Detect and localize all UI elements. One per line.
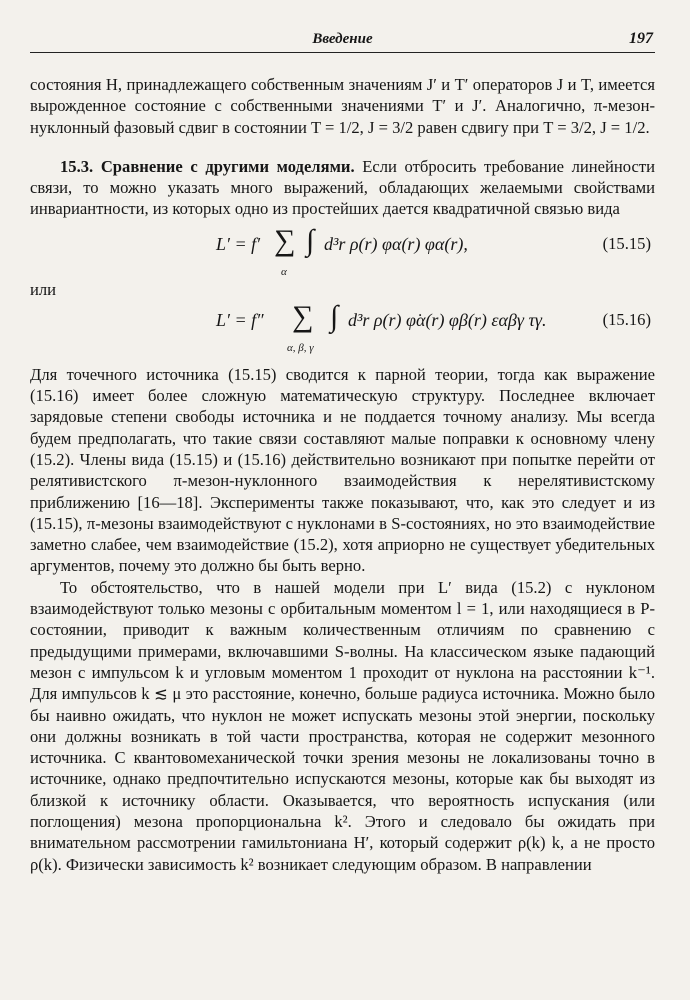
eq2-lhs: L′ = f″ — [216, 309, 264, 330]
intro-paragraph: состояния H, принадлежащего собственным значениям J′ и T′ операторов J и T, имеется вырожденное состояние с собственными значениями T′ и J′. Аналогично, π-мезон-нуклонный фазовый сдвиг в состоянии T = 1/2, J = 3/2 равен сдвигу при T = 3/2, J = 1/2. — [30, 75, 655, 137]
eq1-sum-index: α — [281, 265, 287, 278]
equation-15-15 — [30, 220, 655, 288]
integral-symbol: ∫ — [330, 299, 339, 333]
integral-symbol: ∫ — [306, 223, 315, 257]
header-rule — [30, 52, 655, 53]
eq1-number: (15.15) — [602, 233, 651, 253]
sum-symbol: ∑ — [292, 299, 314, 333]
eq1-body: d³r ρ(r) φα(r) φα(r), — [324, 233, 468, 254]
eq2-sum-index: α, β, γ — [287, 341, 314, 354]
section-heading: 15.3. Сравнение с другими моделями. — [60, 156, 355, 176]
page-number: 197 — [629, 30, 653, 47]
final-paragraph: То обстоятельство, что в нашей модели при L′ вида (15.2) с нуклоном взаимодействуют только мезоны с орбитальным моментом l = 1, или находящиеся в P-состоянии, приводит к важным количественным отличиям по сравнению с предыдущими примерами, включавшими S-волны. На классическом языке падающий мезон с импульсом k и угловым моментом 1 проходит от нуклона на расстоянии k⁻¹. Для импульсов k ≲ μ это расстояние, конечно, больше радиуса источника. Можно было бы наивно ожидать, что нуклон не может испускать мезоны этой энергии, поскольку они должны возникать в той части пространства, которая не содержит мезонного источника. С квантовомеханической точки зрения мезоны не локализованы точно в источнике, однако предпочтительно испускаются мезоны, которые как бы выходят из близкой к источнику области. Оказывается, что вероятность испускания (или поглощения) мезона пропорциональна k². Этого и следовало бы ожидать при внимательном рассмотрении гамильтониана H′, который содержит ρ(k) k, а не просто ρ(k). Физически зависимость k² возникает следующим образом. В направлении — [30, 577, 655, 874]
after-equation-paragraph: Для точечного источника (15.15) сводится к парной теории, тогда как выражение (15.16) имеет более сложную математическую структуру. Последнее включает зарядовые степени свободы источника и не поддается точному анализу. Мы всегда будем предполагать, что такие связи составляют малые поправки к основному члену (15.2). Члены вида (15.15) и (15.16) действительно возникают при попытке перейти от релятивистского π-мезон-нуклонного взаимодействия к нерелятивистскому приближению [16—18]. Эксперименты также показывают, что, как это следует и из (15.15), π-мезоны взаимодействуют с нуклонами в S-состояниях, но это взаимодействие заметно слабее, чем взаимодействие (15.2), хотя априорно не существует убедительных аргументов, почему это должно бы быть верно. — [30, 364, 655, 576]
running-title: Введение — [312, 31, 373, 47]
eq1-lhs: L′ = f′ — [216, 233, 261, 254]
page-header — [30, 24, 655, 54]
connector-word: или — [30, 279, 57, 299]
sum-symbol: ∑ — [274, 223, 296, 257]
eq2-body: d³r ρ(r) φ̇α(r) φβ(r) εαβγ τγ. — [348, 309, 547, 330]
section-paragraph — [30, 156, 655, 220]
section-text: Если отбросить требование линейности связи, то можно указать много выражений, обладающих желаемыми свойствами инвариантности, из которых одно из простейших дается квадратичной связью вида — [30, 156, 655, 219]
eq2-number: (15.16) — [602, 309, 651, 329]
equation-15-16 — [30, 296, 655, 364]
book-page — [30, 24, 655, 875]
